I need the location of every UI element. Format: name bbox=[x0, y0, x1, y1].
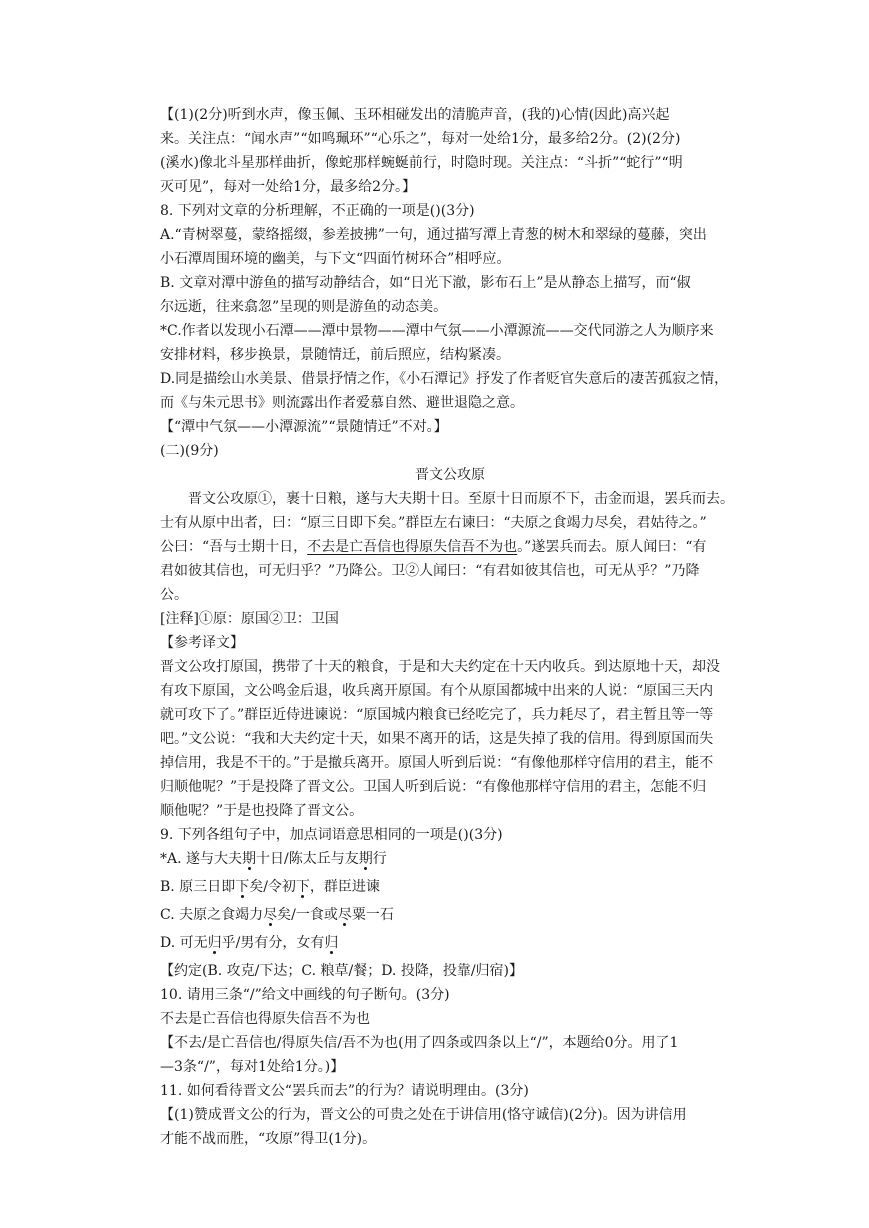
translation-line: 顺他呢？”于是也投降了晋文公。 bbox=[160, 803, 364, 819]
translation-line: 有攻下原国，文公鸣金后退，收兵离开原国。有个从原国都城中出来的人说：“原国三天内 bbox=[160, 683, 714, 699]
option-a: A.“青树翠蔓，蒙络摇缀，参差披拂”一句，通过描写潭上青葱的树木和翠绿的蔓藤，突出 bbox=[160, 227, 707, 243]
question-11-answer: 【(1)赞成晋文公的行为，晋文公的可贵之处在于讲信用(恪守诚信)(2分)。因为讲信用 bbox=[160, 1107, 687, 1123]
option-d: D.同是描绘山水美景、借景抒情之作，《小石潭记》抒发了作者贬官失意后的凄苦孤寂之情， bbox=[160, 371, 729, 387]
dotted-word: 下 bbox=[295, 879, 310, 895]
question-10-answer: —3条“/”，每对1处给1分。)】 bbox=[160, 1059, 345, 1075]
translation-line: 就可攻下了。”群臣近侍进谏说：“原国城内粮食已经吃完了，兵力耗尽了，君主暂且等一等 bbox=[160, 707, 714, 723]
option-d: 而《与朱元思书》则流露出作者爱慕自然、避世退隐之意。 bbox=[160, 395, 524, 411]
answer-text: (溪水)像北斗星那样曲折，像蛇那样蜿蜒前行，时隐时现。关注点：“斗折”“蛇行”“明 bbox=[160, 155, 683, 171]
option-c: *C.作者以发现小石潭——潭中景物——潭中气氛——小潭源流——交代同游之人为顺序来 bbox=[160, 323, 714, 339]
option-a: 小石潭周围环境的幽美，与下文“四面竹树环合”相呼应。 bbox=[160, 251, 511, 267]
question-11-answer: 才能不战而胜，“攻原”得卫(1分)。 bbox=[160, 1131, 377, 1147]
document-page bbox=[160, 103, 740, 1151]
dotted-word: 归 bbox=[324, 935, 339, 951]
passage-line: 士有从原中出者，曰：“原三日即下矣。”群臣左右谏曰：“夫原之食竭力尽矣，君姑待之。” bbox=[160, 515, 707, 531]
passage-line: 公。 bbox=[160, 587, 188, 603]
translation-line: 晋文公攻打原国，携带了十天的粮食，于是和大夫约定在十天内收兵。到达原地十天，却没 bbox=[160, 659, 720, 675]
answer-text: 灭可见”，每对一处给1分，最多给2分。】 bbox=[160, 179, 416, 195]
translation-line: 归顺他呢？”于是投降了晋文公。卫国人听到后说：“有像他那样守信用的君主，怎能不归 bbox=[160, 779, 707, 795]
translation-heading: 【参考译文】 bbox=[160, 635, 244, 651]
question-10-answer: 【不去/是亡吾信也/得原失信/吾不为也(用了四条或四条以上“/”，本题给0分。用了1 bbox=[160, 1035, 679, 1051]
option-b: 尔远逝，往来翕忽”呈现的则是游鱼的动态美。 bbox=[160, 299, 448, 315]
question-9-option-d: D. 可无归乎/男有分，女有归 bbox=[160, 935, 339, 951]
question-9-answer: 【约定(B. 攻克/下达；C. 粮草/餐；D. 投降，投靠/归宿)】 bbox=[160, 963, 524, 979]
passage-line: 君如彼其信也，可无归乎？”乃降公。卫②人闻曰：“有君如彼其信也，可无从乎？”乃降 bbox=[160, 563, 700, 579]
dotted-word: 期 bbox=[242, 851, 257, 867]
question-9-option-a: *A. 遂与大夫期十日/陈太丘与友期行 bbox=[160, 851, 387, 867]
section-heading: (二)(9分) bbox=[160, 443, 219, 459]
question-8-stem: 8. 下列对文章的分析理解，不正确的一项是()(3分) bbox=[160, 203, 475, 219]
answer-text: 【(1)(2分)听到水声，像玉佩、玉环相碰发出的清脆声音，(我的)心情(因此)高兴起 bbox=[160, 107, 670, 123]
passage-line: 公曰：“吾与士期十日，不去是亡吾信也得原失信吾不为也。”遂罢兵而去。原人闻曰：“有 bbox=[160, 539, 707, 555]
option-c: 安排材料，移步换景，景随情迁，前后照应，结构紧凑。 bbox=[160, 347, 510, 363]
translation-line: 吧。”文公说：“我和大夫约定十天，如果不离开的话，这是失掉了我的信用。得到原国而失 bbox=[160, 731, 714, 747]
option-b: B. 文章对潭中游鱼的描写动静结合，如“日光下澈，影布石上”是从静态上描写，而“俶 bbox=[160, 275, 691, 291]
translation-line: 掉信用，我是不干的。”于是撤兵离开。原国人听到后说：“有像他那样守信用的君主，能不 bbox=[160, 755, 714, 771]
question-9-option-b: B. 原三日即下矣/令初下，群臣进谏 bbox=[160, 879, 380, 895]
notes: [注释]①原：原国②卫：卫国 bbox=[160, 611, 339, 627]
underlined-sentence: 不去是亡吾信也得原失信吾不为也 bbox=[307, 539, 518, 555]
question-10-sentence: 不去是亡吾信也得原失信吾不为也 bbox=[160, 1011, 370, 1027]
passage-title: 晋文公攻原 bbox=[415, 467, 485, 483]
dotted-word: 尽 bbox=[263, 907, 278, 923]
dotted-word: 下 bbox=[235, 879, 250, 895]
dotted-word: 期 bbox=[358, 851, 373, 867]
question-10-stem: 10. 请用三条“/”给文中画线的句子断句。(3分) bbox=[160, 987, 450, 1003]
question-11-stem: 11. 如何看待晋文公“罢兵而去”的行为？请说明理由。(3分) bbox=[160, 1083, 529, 1099]
passage-line: 晋文公攻原①，裹十日粮，遂与大夫期十日。至原十日而原不下，击金而退，罢兵而去。 bbox=[188, 491, 734, 507]
answer-text: 【“潭中气氛——小潭源流”“景随情迁”不对。】 bbox=[160, 419, 448, 435]
dotted-word: 归 bbox=[207, 935, 222, 951]
answer-text: 来。关注点：“闻水声”“如鸣珮环”“心乐之”，每对一处给1分，最多给2分。(2)(2分) bbox=[160, 131, 681, 147]
question-9-stem: 9. 下列各组句子中，加点词语意思相同的一项是()(3分) bbox=[160, 827, 503, 843]
question-9-option-c: C. 夫原之食竭力尽矣/一食或尽粟一石 bbox=[160, 907, 394, 923]
dotted-word: 尽 bbox=[337, 907, 352, 923]
